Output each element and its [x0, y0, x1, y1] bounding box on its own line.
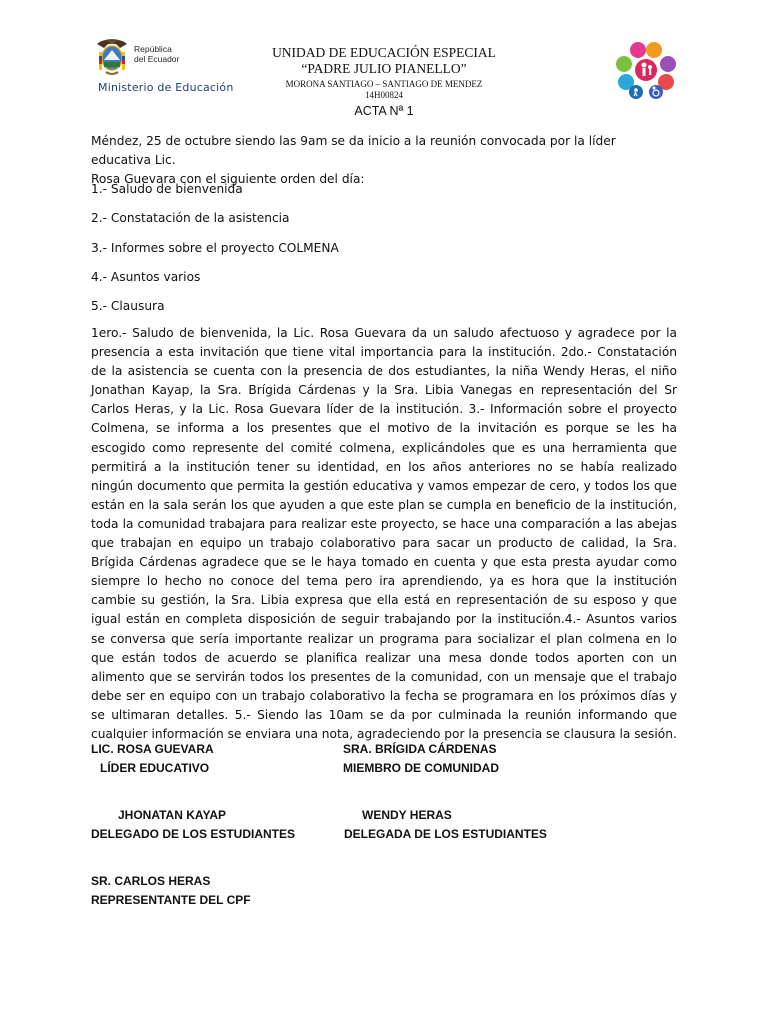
signature-role: LÍDER EDUCATIVO	[100, 761, 210, 775]
agenda-item: 2.- Constatación de la asistencia	[91, 211, 290, 225]
institution-title: UNIDAD DE EDUCACIÓN ESPECIAL	[272, 45, 496, 60]
inclusive-education-logo-icon	[614, 40, 678, 102]
institution-name: “PADRE JULIO PIANELLO”	[301, 61, 467, 76]
agenda-item: 1.- Saludo de bienvenida	[91, 182, 243, 196]
signature-name: SRA. BRÍGIDA CÁRDENAS	[343, 742, 497, 756]
signature-role: DELEGADA DE LOS ESTUDIANTES	[344, 827, 547, 841]
ecuador-seal-icon	[94, 36, 130, 80]
agenda-item: 5.- Clausura	[91, 299, 165, 313]
intro-line1: Méndez, 25 de octubre siendo las 9am se da inicio a la reunión convocada por la líder educativa Lic.	[91, 134, 616, 167]
signature-name: JHONATAN KAYAP	[118, 808, 227, 822]
republica-line2: del Ecuador	[134, 54, 180, 64]
institution-header	[230, 45, 538, 101]
acta-number: ACTA Nª 1	[354, 104, 414, 118]
ministerio-logo	[92, 32, 252, 98]
institution-address: MORONA SANTIAGO – SANTIAGO DE MENDEZ	[285, 79, 483, 89]
intro-line2: Rosa Guevara con el siguiente orden del día:	[91, 172, 365, 186]
agenda-item: 4.- Asuntos varios	[91, 270, 201, 284]
republica-line1: República	[134, 44, 172, 54]
institution-code: 14H00824	[365, 90, 403, 100]
signature-name: SR. CARLOS HERAS	[91, 874, 211, 888]
minutes-paragraph: 1ero.- Saludo de bienvenida, la Lic. Rosa Guevara da un saludo afectuoso y agradece por la presencia a esta invitación que tiene vital importancia para la institución. 2do.- Constatación de la asistencia se cuenta con la presencia de dos estudiantes, la niña Wendy Heras, el niño Jonathan Kayap, la Sra. Brígida Cárdenas y la Sra. Libia Vanegas en representación del Sr Carlos Heras, y la Lic. Rosa Guevara líder de la institución. 3.- Información sobre el proyecto Colmena, se informa a los presentes que el motivo de la invitación es porque se les ha escogido como represente del comité colmena, explicándoles que es una herramienta que permitirá a la institución tener su identidad, en los años anteriores no se había realizado ningún documento que permita la gestión educativa y vamos empezar de cero, y todos los que están en la sala serán los que ayuden a que este plan se cumpla en beneficio de la institución, toda la comunidad trabajara para realizar este proyecto, se hace una comparación a las abejas que trabajan en equipo un trabajo colaborativo para sacar un producto de calidad, la Sra. Brígida Cárdenas agradece que se le haya tomado en cuenta y que esta presta ayudar como siempre lo hecho no conoce del tema pero ira aprendiendo, ya es hora que la institución cambie su gestión, la Sra. Libia expresa que ella está en representación de su esposo y que igual están en completa disposición de seguir trabajando por la institución.4.- Asuntos varios se conversa que sería importante realizar un programa para socializar el plan colmena en lo que están todos de acuerdo se planifica realizar una mesa donde todos aporten con un alimento que se servirán todos los presentes de la comunidad, con un mensaje que el trabajo debe ser en equipo con un trabajo colaborativo la fecha se programara en los próximos días y se ultimaran detalles. 5.- Siendo las 10am se da por culminada la reunión informando que cualquier información se enviara una nota, agradeciendo por la presencia se clausura la sesión.	[91, 326, 677, 741]
signature-role: MIEMBRO DE COMUNIDAD	[343, 761, 499, 775]
signature-role: REPRESENTANTE DEL CPF	[91, 893, 251, 907]
republica-text	[134, 44, 179, 64]
signature-role: DELEGADO DE LOS ESTUDIANTES	[91, 827, 296, 841]
signature-name: WENDY HERAS	[362, 808, 452, 822]
signature-name: LIC. ROSA GUEVARA	[91, 742, 214, 756]
ministerio-label: Ministerio de Educación	[98, 81, 234, 94]
agenda-item: 3.- Informes sobre el proyecto COLMENA	[91, 241, 339, 255]
